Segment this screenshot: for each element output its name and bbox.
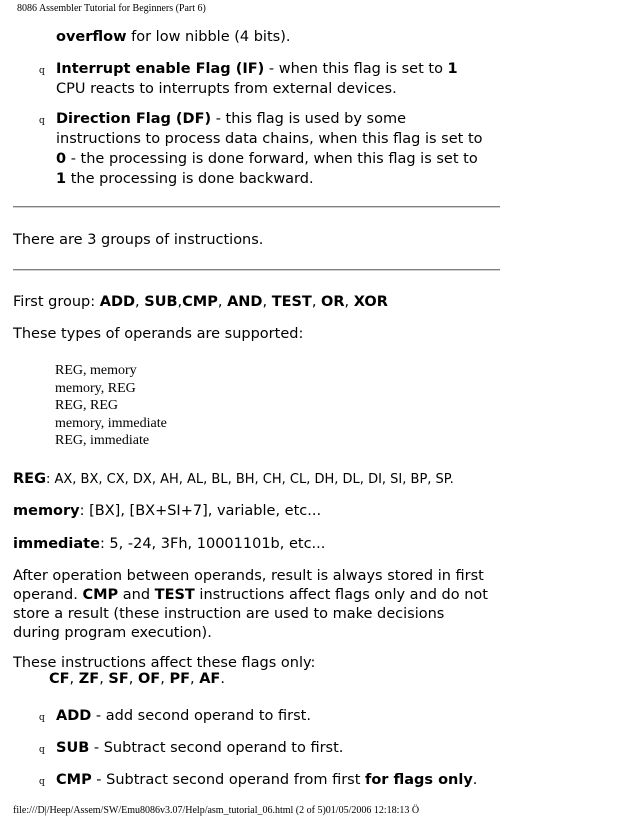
instr-name: CMP xyxy=(56,772,92,788)
overflow-desc: for low nibble (4 bits). xyxy=(126,29,291,45)
bullet-icon: q xyxy=(39,66,45,76)
instr-sub: SUB xyxy=(144,294,178,310)
page-footer-path: file:///D|/Heep/Assem/SW/Emu8086v3.07/Help/asm_tutorial_06.html (2 of 5)01/05/2006 12:18:13 Ö xyxy=(13,805,420,816)
immediate-definition xyxy=(13,534,325,554)
instr-name: ADD xyxy=(56,708,92,724)
result-para-line-3: store a result (these instruction are used to make decisions xyxy=(13,606,445,622)
instr-test: TEST xyxy=(271,294,312,310)
bullet-icon: q xyxy=(39,713,45,723)
term-if: Interrupt enable Flag (IF) xyxy=(56,61,265,77)
operand-type: memory, REG xyxy=(55,380,136,396)
df-value-1: 1 xyxy=(56,171,67,187)
sep: , xyxy=(69,671,79,687)
df-line-3-text: - the processing is done forward, when this flag is set to xyxy=(66,151,478,167)
df-line-4 xyxy=(56,169,314,189)
sep: , xyxy=(135,294,145,310)
df-line-4-text: the processing is done backward. xyxy=(66,171,314,187)
sep: , xyxy=(177,294,183,310)
flag-cf: CF xyxy=(49,671,70,687)
divider xyxy=(13,206,500,208)
operand-type: memory, immediate xyxy=(55,415,167,431)
bullet-icon: q xyxy=(39,116,45,126)
if-line-2: CPU reacts to interrupts from external devices. xyxy=(56,81,397,97)
df-line-2: instructions to process data chains, when this flag is set to xyxy=(56,131,483,147)
sep: , xyxy=(99,671,109,687)
result-para-line-1: After operation between operands, result is always stored in first xyxy=(13,568,484,584)
flag-sf: SF xyxy=(108,671,129,687)
instr-emphasis: for flags only xyxy=(365,772,473,788)
memory-desc: : [BX], [BX+SI+7], variable, etc... xyxy=(79,503,322,519)
flag-zf: ZF xyxy=(78,671,100,687)
flag-of: OF xyxy=(137,671,161,687)
df-line-3 xyxy=(56,149,478,169)
instr-item-add xyxy=(56,706,311,726)
divider xyxy=(13,269,500,271)
period: . xyxy=(472,772,478,788)
flags-intro: These instructions affect these flags only: xyxy=(13,655,316,671)
instr-item-sub xyxy=(56,738,343,758)
reg-list: : AX, BX, CX, DX, AH, AL, BL, BH, CH, CL, DH, DL, DI, SI, BP, SP. xyxy=(45,472,454,487)
instr-test: TEST xyxy=(154,587,195,603)
instr-desc: - add second operand to first. xyxy=(91,708,311,724)
df-line-1 xyxy=(56,109,406,129)
instr-cmp: CMP xyxy=(182,294,218,310)
overflow-line xyxy=(56,27,290,47)
operand-types-list xyxy=(55,362,167,450)
instr-and: AND xyxy=(227,294,263,310)
text: instructions affect flags only and do not xyxy=(194,587,488,603)
first-group-line xyxy=(13,292,388,312)
term-reg: REG xyxy=(13,471,46,487)
instr-xor: XOR xyxy=(353,294,388,310)
memory-definition xyxy=(13,501,321,521)
bullet-icon: q xyxy=(39,745,45,755)
term-immediate: immediate xyxy=(13,536,100,552)
term-overflow: overflow xyxy=(56,29,127,45)
operand-type: REG, REG xyxy=(55,398,118,413)
sep: , xyxy=(217,294,228,310)
instr-add: ADD xyxy=(99,294,136,310)
flag-af: AF xyxy=(199,671,221,687)
result-para-line-4: during program execution). xyxy=(13,625,212,641)
sep: , xyxy=(262,294,272,310)
term-df: Direction Flag (DF) xyxy=(56,111,212,127)
first-group-label: First group: xyxy=(13,294,100,310)
operand-type: REG, immediate xyxy=(55,433,150,448)
groups-text: There are 3 groups of instructions. xyxy=(13,232,264,248)
df-desc: - this flag is used by some xyxy=(211,111,406,127)
instr-name: SUB xyxy=(56,740,90,756)
df-value-0: 0 xyxy=(56,151,67,167)
result-para-line-2 xyxy=(13,585,488,605)
instr-or: OR xyxy=(321,294,345,310)
text: and xyxy=(118,587,155,603)
instr-cmp: CMP xyxy=(82,587,119,603)
page-header: 8086 Assembler Tutorial for Beginners (Part 6) xyxy=(17,3,206,14)
sep: , xyxy=(311,294,322,310)
instr-item-cmp xyxy=(56,770,477,790)
text: operand. xyxy=(13,587,83,603)
flags-list xyxy=(49,669,225,689)
operands-intro: These types of operands are supported: xyxy=(13,326,304,342)
sep: , xyxy=(160,671,170,687)
operand-type: REG, memory xyxy=(55,363,137,378)
instr-desc: - Subtract second operand to first. xyxy=(89,740,344,756)
reg-definition xyxy=(13,469,454,490)
if-desc: - when this flag is set to xyxy=(264,61,448,77)
instr-desc: - Subtract second operand from first xyxy=(91,772,366,788)
if-value: 1 xyxy=(447,61,458,77)
bullet-icon: q xyxy=(39,777,45,787)
sep: , xyxy=(189,671,200,687)
sep: , xyxy=(344,294,354,310)
sep: , xyxy=(128,671,138,687)
period: . xyxy=(220,671,225,687)
flag-pf: PF xyxy=(169,671,190,687)
if-line-1 xyxy=(56,59,458,79)
immediate-desc: : 5, -24, 3Fh, 10001101b, etc... xyxy=(99,536,326,552)
term-memory: memory xyxy=(13,503,80,519)
